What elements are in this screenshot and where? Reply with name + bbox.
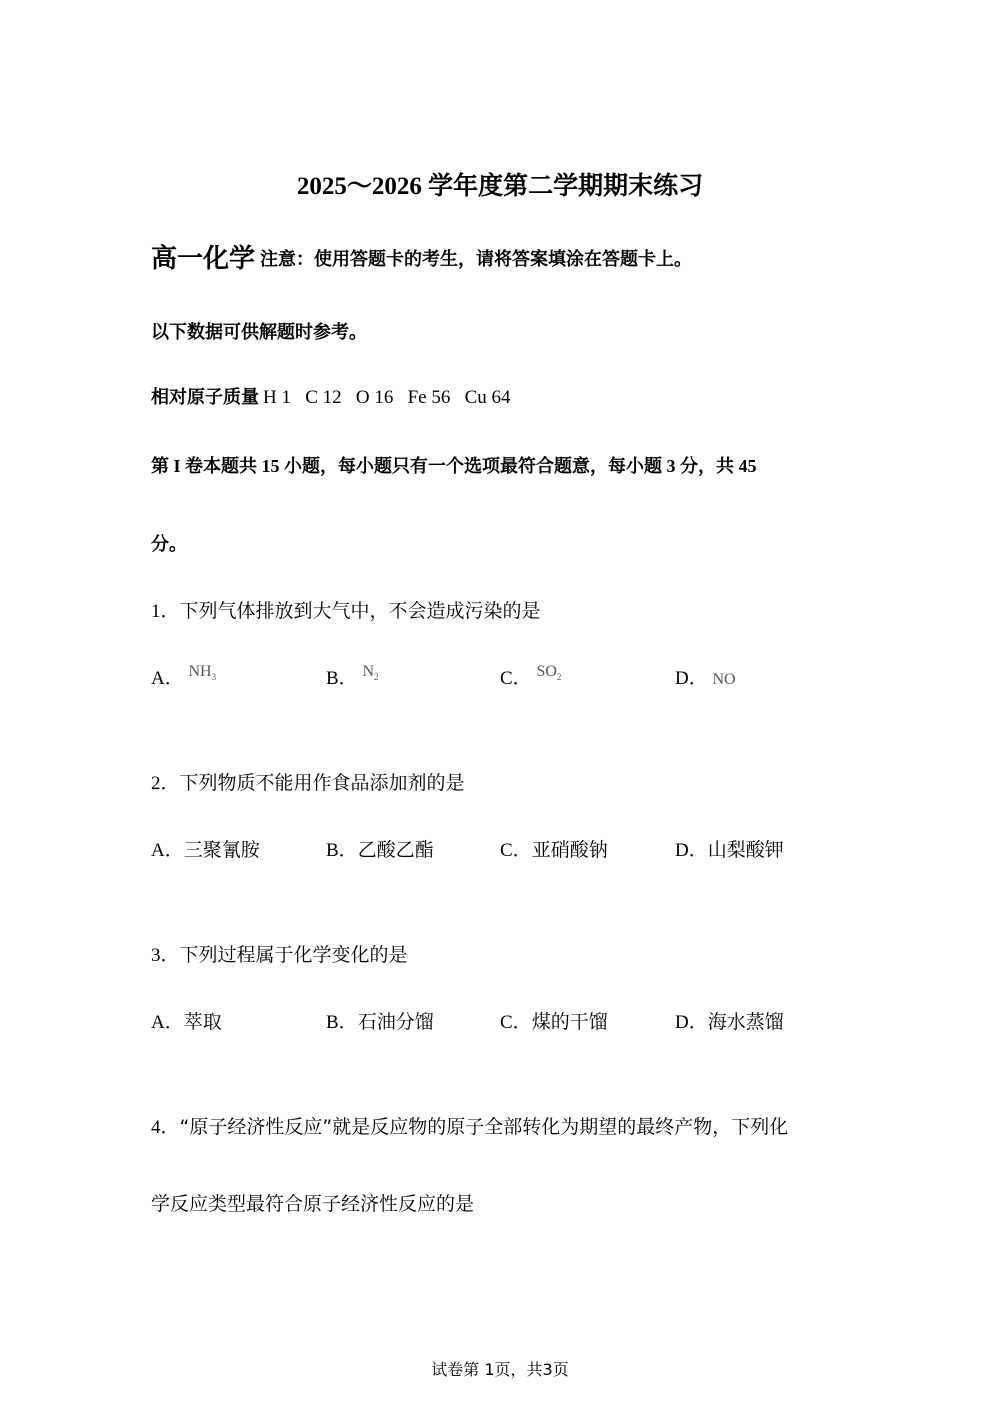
option-letter: A． [151, 668, 184, 689]
question-4 [151, 1112, 788, 1139]
question-text-line1: “原子经济性反应”就是反应物的原子全部转化为期望的最终产物，下列化 [179, 1116, 789, 1138]
option-formula: SO2 [536, 663, 562, 683]
option-text: 萃取 [183, 1011, 222, 1033]
question-text: 下列气体排放到大气中，不会造成污染的是 [179, 600, 541, 622]
question-text: 下列过程属于化学变化的是 [179, 944, 408, 966]
q2-option-d [675, 835, 784, 862]
option-formula: NH3 [188, 663, 217, 683]
relative-atomic-mass-line [151, 383, 511, 409]
option-text: 山梨酸钾 [707, 839, 784, 861]
option-text: 石油分馏 [357, 1011, 434, 1033]
option-letter: A． [151, 1012, 184, 1033]
q2-option-a [151, 835, 260, 862]
question-number: 4． [151, 1117, 180, 1138]
option-letter: B． [326, 840, 358, 861]
section-instructions-line1: 第 I 卷本题共 15 小题，每小题只有一个选项最符合题意，每小题 3 分，共 45 [151, 456, 757, 476]
section-instructions-line2: 分。 [151, 534, 187, 555]
question-3 [151, 940, 408, 967]
option-text: 乙酸乙酯 [357, 839, 434, 861]
option-letter: C． [500, 1012, 532, 1033]
option-text: 海水蒸馏 [707, 1011, 784, 1033]
q3-option-c [500, 1007, 608, 1034]
q3-option-d [675, 1007, 784, 1034]
question-1 [151, 596, 541, 623]
q1-option-c [500, 663, 561, 690]
question-number: 1． [151, 601, 180, 622]
subject-title: 高一化学 [151, 244, 256, 274]
q2-option-b [326, 835, 434, 862]
q1-option-b [326, 663, 379, 690]
option-letter: D． [675, 1012, 708, 1033]
relative-atomic-mass-label: 相对原子质量 [151, 387, 259, 408]
option-text: 三聚氰胺 [183, 839, 260, 861]
option-letter: A． [151, 840, 184, 861]
q1-option-d [675, 663, 736, 690]
q3-option-b [326, 1007, 434, 1034]
option-letter: C． [500, 668, 532, 689]
option-text: 亚硝酸钠 [531, 839, 608, 861]
exam-title: 2025～2026 学年度第二学期期末练习 [296, 173, 704, 200]
option-letter: D． [675, 668, 708, 689]
option-letter: C． [500, 840, 532, 861]
question-text-line2: 学反应类型最符合原子经济性反应的是 [151, 1193, 475, 1215]
question-number: 3． [151, 945, 180, 966]
answer-card-notice: 注意：使用答题卡的考生，请将答案填涂在答题卡上。 [260, 249, 692, 270]
option-formula: N2 [362, 663, 379, 683]
page-footer: 试卷第 1页，共3页 [431, 1360, 569, 1379]
option-letter: D． [675, 840, 708, 861]
q1-option-a [151, 663, 216, 690]
question-text: 下列物质不能用作食品添加剂的是 [179, 772, 465, 794]
q2-option-c [500, 835, 608, 862]
question-number: 2． [151, 773, 180, 794]
option-letter: B． [326, 668, 358, 689]
reference-note: 以下数据可供解题时参考。 [151, 322, 367, 343]
option-formula: NO [712, 671, 736, 688]
option-letter: B． [326, 1012, 358, 1033]
relative-atomic-mass-values: H 1 C 12 O 16 Fe 56 Cu 64 [263, 387, 511, 408]
q3-option-a [151, 1007, 222, 1034]
option-text: 煤的干馏 [531, 1011, 608, 1033]
question-2 [151, 768, 465, 795]
